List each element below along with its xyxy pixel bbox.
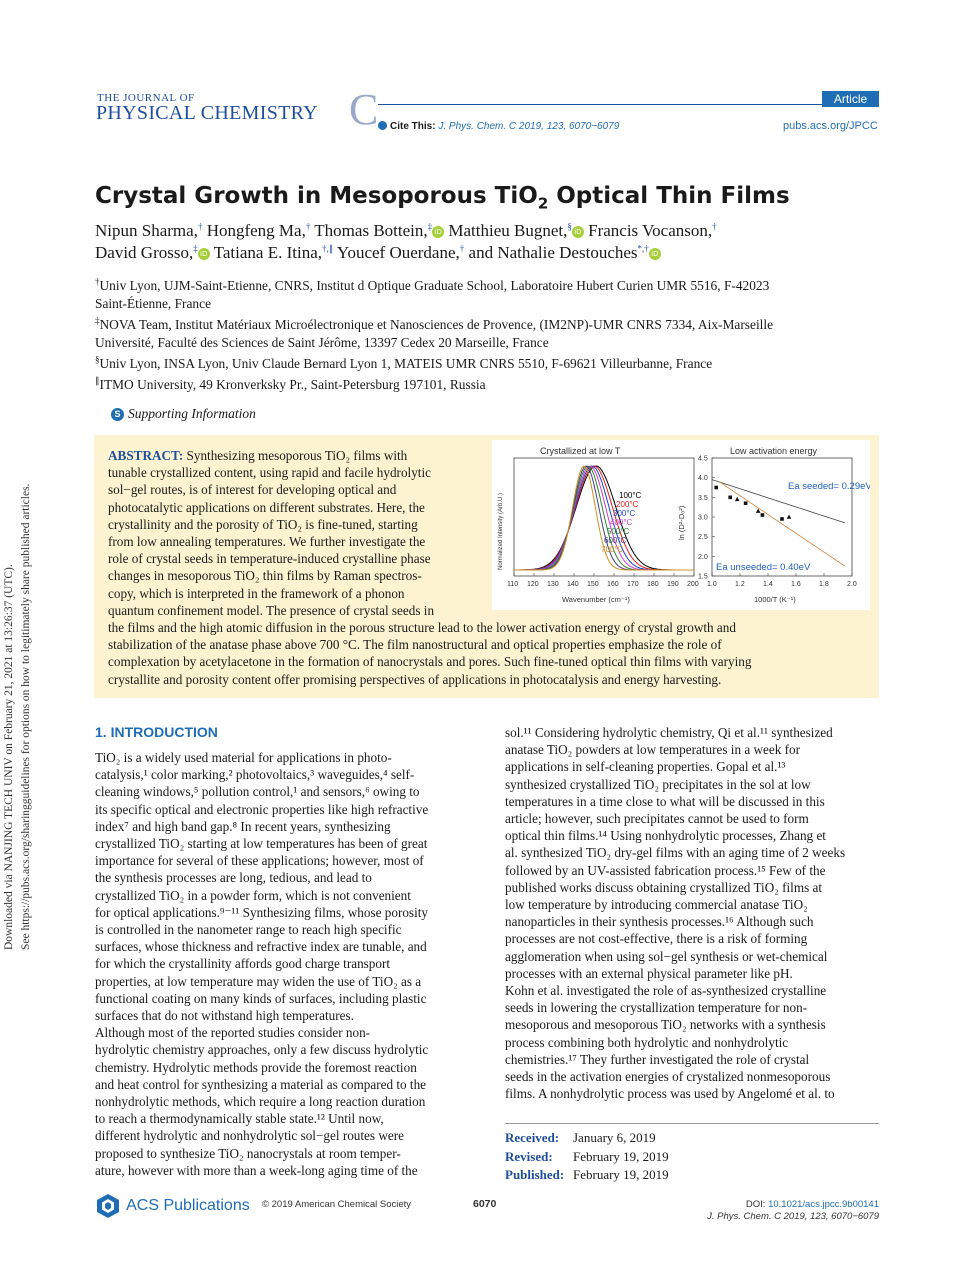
intro-line: temperatures in a time close to what will be discussed in this: [505, 793, 825, 809]
raman-legend-item: 400°C: [610, 518, 633, 527]
abstract-line: copy, which is interpreted in the framework of a phonon: [108, 585, 405, 601]
intro-line: hydrolytic chemistry approaches, only a few discuss hydrolytic: [95, 1042, 429, 1058]
journal-logo-line1: THE JOURNAL OF: [97, 92, 195, 104]
author-2-mark: †: [305, 221, 311, 232]
intro-line: agglomeration when using sol−gel synthesis or wet-chemical: [505, 948, 828, 964]
received-date: January 6, 2019: [573, 1130, 656, 1145]
intro-line: applications in self-cleaning properties. Gopal et al.¹³: [505, 759, 786, 775]
intro-line: cleaning windows,⁵ pollution control,¹ and sensors,⁶ owing to: [95, 784, 420, 800]
raman-xtick-label: 200: [687, 581, 699, 588]
author-4-mark: §: [567, 221, 572, 232]
raman-xtick-label: 120: [527, 581, 539, 588]
header-rule: [378, 104, 878, 105]
intro-line: catalysis,¹ color marking,² photovoltaics,³ waveguides,⁴ self-: [95, 767, 415, 783]
arrhenius-xtick-label: 2.0: [847, 581, 857, 588]
abstract-line: photocatalytic applications on different substrates. Here, the: [108, 499, 425, 515]
affiliation-2-text-a: NOVA Team, Institut Matériaux Microélectronique et Nanosciences de Provence, (IM2NP)-UMR CNRS 7334, Aix-Marseille: [99, 317, 774, 332]
raman-legend-item: 100°C: [619, 491, 642, 500]
intro-line: importance for several of these applications; however, most of: [95, 853, 424, 869]
abstract-line: complexation by acetylacetone in the formation of nanocrystals and pores. Such fine-tuned optical thin films with varying: [108, 654, 752, 670]
title-end: Optical Thin Films: [548, 183, 790, 209]
raman-xlabel: Wavenumber (cm⁻¹): [562, 595, 630, 604]
cite-icon: [378, 121, 387, 130]
intro-line: processes are not cost-effective, there is a risk of forming: [505, 931, 808, 947]
doi[interactable]: [714, 1199, 879, 1210]
orcid-icon[interactable]: iD: [572, 226, 584, 238]
affiliation-3: [95, 355, 875, 373]
author-6[interactable]: David Grosso,: [95, 243, 194, 262]
arrhenius-xlabel: 1000/T (K⁻¹): [754, 595, 796, 604]
author-list: [95, 220, 885, 264]
abstract-narrow: [108, 447, 478, 619]
abstract-line: tunable crystallized content, using rapid and facile hydrolytic: [108, 465, 431, 481]
acs-publisher: ACS Publications: [126, 1197, 250, 1214]
article-title: [95, 183, 790, 213]
raman-ylabel: Normalized Intensity (Arb.U.): [498, 492, 504, 570]
author-line-1: [95, 220, 885, 242]
download-notice-line2: See https://pubs.acs.org/sharingguidelines for options on how to legitimately share published articles.: [20, 483, 32, 950]
journal-url[interactable]: pubs.acs.org/JPCC: [783, 120, 878, 132]
author-2[interactable]: Hongfeng Ma,: [206, 221, 306, 240]
footer-citation: J. Phys. Chem. C 2019, 123, 6070−6079: [707, 1211, 879, 1222]
article-badge: Article: [822, 91, 879, 107]
doi-value: 10.1021/acs.jpcc.9b00141: [768, 1199, 879, 1210]
title-sub: 2: [537, 194, 549, 213]
raman-xtick-label: 140: [567, 581, 579, 588]
intro-line: is controlled in the nanometer range to reach high specific: [95, 922, 402, 938]
abstract-line: changes in mesoporous TiO₂ thin films by Raman spectros-: [108, 568, 422, 584]
raman-xtick-label: 150: [587, 581, 599, 588]
raman-xtick-label: 180: [647, 581, 659, 588]
author-7-mark: †,∥: [322, 243, 334, 254]
download-notice: [3, 484, 37, 950]
abstract-line: crystallite and porosity content offer promising perspectives of applications in photocatalysis and energy harvesting.: [108, 671, 722, 687]
intro-column-left: [95, 749, 468, 1179]
affiliations: [95, 277, 875, 394]
history-received: [505, 1128, 669, 1147]
intro-line: ature, however with more than a week-long aging time of the: [95, 1162, 418, 1178]
abstract-wide: [108, 619, 865, 688]
affiliation-1b: Saint-Étienne, France: [95, 296, 212, 311]
intro-line: mesoporous and mesoporous TiO₂ networks with a synthesis: [505, 1017, 826, 1033]
arrhenius-point-seeded: [761, 513, 765, 517]
acs-hex-icon: [95, 1193, 121, 1219]
intro-line: and heat control for synthesizing a material as compared to the: [95, 1076, 427, 1092]
intro-line: films. A nonhydrolytic process was used by Angelomé et al. to: [505, 1086, 835, 1102]
cite-label: Cite This:: [390, 121, 436, 132]
intro-column-right: [505, 724, 879, 1102]
published-label: Published:: [505, 1167, 565, 1182]
seeded-label: Ea seeded= 0.29eV: [788, 481, 870, 492]
arrhenius-xtick-label: 1.0: [707, 581, 717, 588]
intro-line: surfaces, whose thickness and refractive index are tunable, and: [95, 939, 427, 955]
affiliation-1: [95, 277, 875, 295]
intro-line: synthesized crystallized TiO₂ precipitates in the sol at low: [505, 776, 811, 792]
arrhenius-ylabel: ln (D²-D₀²): [677, 505, 686, 540]
arrhenius-ytick-label: 2.5: [698, 534, 708, 542]
raman-xtick-label: 110: [507, 581, 519, 588]
raman-xtick-label: 160: [607, 581, 619, 588]
abstract-label: ABSTRACT:: [108, 448, 184, 463]
supporting-information-link[interactable]: [111, 406, 256, 422]
intro-line: Kohn et al. investigated the role of as-synthesized crystalline: [505, 983, 827, 999]
arrhenius-ytick-label: 4.5: [698, 455, 708, 463]
author-6-mark: ‡: [193, 243, 198, 254]
orcid-icon[interactable]: iD: [432, 226, 444, 238]
cite-text: J. Phys. Chem. C 2019, 123, 6070−6079: [438, 121, 620, 132]
intro-line: proposed to synthesize TiO₂ nanocrystals at room temper-: [95, 1145, 401, 1161]
cite-this[interactable]: [378, 121, 619, 132]
intro-line: for optical applications.⁹⁻¹¹ Synthesizing films, whose porosity: [95, 904, 428, 920]
affiliation-1-mark: †: [95, 276, 100, 287]
orcid-icon[interactable]: iD: [198, 248, 210, 260]
arrhenius-ytick-label: 3.5: [698, 494, 708, 502]
intro-line: the synthesis processes are long, tedious, and lead to: [95, 870, 372, 886]
intro-line: article; however, such precipitates cannot be used to form: [505, 811, 809, 827]
intro-line: optical thin films.¹⁴ Using nonhydrolytic processes, Zhang et: [505, 828, 826, 844]
raman-xtick-label: 170: [627, 581, 639, 588]
author-3-mark: ‡: [427, 221, 433, 232]
intro-line: followed by an UV-assisted fabrication process.¹⁵ Few of the: [505, 862, 826, 878]
history: [505, 1128, 669, 1184]
arrhenius-title: Low activation energy: [730, 446, 818, 456]
author-7[interactable]: Tatiana E. Itina,: [213, 243, 322, 262]
arrhenius-xtick-label: 1.6: [791, 581, 801, 588]
arrhenius-point-seeded: [728, 496, 732, 500]
arrhenius-ytick-label: 3.0: [698, 514, 708, 522]
author-9-mark: *,†: [637, 243, 649, 254]
author-9[interactable]: and Nathalie Destouches: [468, 243, 638, 262]
journal-logo-letter: C: [349, 85, 379, 134]
affiliation-2: [95, 316, 875, 334]
abstract-line: quantum confinement model. The presence of crystal seeds in: [108, 602, 435, 618]
raman-xtick-label: 190: [667, 581, 679, 588]
arrhenius-plot-frame: [712, 458, 852, 576]
revised-label: Revised:: [505, 1148, 553, 1164]
acs-logo[interactable]: [95, 1193, 250, 1219]
affiliation-2-mark: ‡: [95, 315, 100, 326]
arrhenius-ytick-label: 1.5: [698, 573, 708, 581]
copyright: © 2019 American Chemical Society: [262, 1199, 412, 1210]
doi-label: DOI:: [745, 1199, 766, 1210]
intro-line: to reach a thermodynamically stable state.¹² Until now,: [95, 1111, 384, 1127]
orcid-icon[interactable]: iD: [649, 248, 661, 260]
download-notice-line1: Downloaded via NANJING TECH UNIV on February 21, 2021 at 13:26:37 (UTC).: [3, 564, 15, 950]
intro-line: al. synthesized TiO₂ dry-gel films with an aging time of 2 weeks: [505, 845, 846, 861]
affiliation-2b: Université, Faculté des Sciences de Saint Jérôme, 13397 Cedex 20 Marseille, France: [95, 335, 549, 350]
history-revised: [505, 1147, 669, 1166]
intro-line: process combining both hydrolytic and nonhydrolytic: [505, 1034, 789, 1050]
arrhenius-xtick-label: 1.2: [735, 581, 745, 588]
intro-line: seeds in lowering the crystallization temperature for non-: [505, 1000, 808, 1016]
intro-line: TiO₂ is a widely used material for applications in photo-: [95, 750, 392, 765]
author-5-mark: †: [712, 221, 717, 232]
intro-line: Although most of the reported studies consider non-: [95, 1025, 371, 1041]
toc-graphic-svg: [492, 440, 870, 610]
intro-line: functional coating on many kinds of surfaces, including plastic: [95, 990, 427, 1006]
raman-legend-item: 700°C: [601, 545, 624, 554]
affiliation-3-text: Univ Lyon, INSA Lyon, Univ Claude Bernard Lyon 1, MATEIS UMR CNRS 5510, F-69621 Villeurbanne, France: [99, 356, 713, 371]
abstract-line-text: Synthesizing mesoporous TiO₂ films with: [186, 448, 408, 463]
intro-line: low temperature by introducing commercial anatase TiO₂: [505, 897, 808, 913]
author-line-2: [95, 242, 885, 264]
intro-line: crystallized TiO₂ starting at low temperatures has been of great: [95, 836, 428, 852]
abstract-line: stabilization of the anatase phase above 700 °C. The film nanostructural and optical properties emphasize the role of: [108, 637, 722, 653]
raman-legend-item: 300°C: [613, 509, 636, 518]
supporting-info-icon: S: [111, 408, 124, 421]
raman-legend-item: 600°C: [604, 536, 627, 545]
author-1-mark: †: [197, 221, 203, 232]
page-number: 6070: [473, 1198, 497, 1210]
unseeded-label: Ea unseeded= 0.40eV: [716, 562, 811, 573]
author-3[interactable]: Thomas Bottein,: [314, 221, 428, 240]
supporting-info-label: Supporting Information: [128, 406, 256, 421]
received-label: Received:: [505, 1130, 560, 1145]
affiliation-3-mark: §: [95, 354, 100, 365]
intro-line: index⁷ and high band gap.⁸ In recent years, synthesizing: [95, 818, 391, 834]
arrhenius-point-seeded: [714, 486, 718, 490]
intro-line: chemistry. Hydrolytic methods provide the foremost reaction: [95, 1059, 417, 1075]
author-4[interactable]: Matthieu Bugnet,: [448, 221, 568, 240]
abstract-line: [108, 447, 478, 464]
arrhenius-ytick-label: 2.0: [698, 553, 708, 561]
abstract-line: role of crystal seeds in temperature-induced crystalline phase: [108, 551, 431, 567]
intro-line: chemistries.¹⁷ They further investigated the role of crystal: [505, 1051, 810, 1067]
arrhenius-point-seeded: [744, 501, 748, 505]
intro-line: nanoparticles in their synthesis processes.¹⁶ Although such: [505, 914, 814, 930]
published-date: February 19, 2019: [573, 1167, 669, 1182]
intro-line: processes with an external physical parameter like pH.: [505, 965, 793, 981]
intro-line: published works discuss obtaining crystallized TiO₂ films at: [505, 879, 823, 895]
raman-legend-item: 500°C: [607, 527, 630, 536]
raman-xtick-label: 130: [547, 581, 559, 588]
history-rule: [505, 1123, 879, 1124]
author-1[interactable]: Nipun Sharma,: [95, 221, 198, 240]
intro-line: nonhydrolytic methods, which require a long reaction duration: [95, 1094, 426, 1110]
intro-line: surfaces that do not withstand high temperatures.: [95, 1008, 354, 1024]
journal-logo[interactable]: [96, 85, 386, 140]
author-8[interactable]: Youcef Ouerdane,: [336, 243, 460, 262]
affiliation-4-text: ITMO University, 49 Kronverksky Pr., Saint-Petersburg 197101, Russia: [99, 377, 486, 392]
author-5[interactable]: Francis Vocanson,: [588, 221, 713, 240]
author-8-mark: †: [459, 243, 465, 254]
abstract-line: crystallinity and the porosity of TiO₂ is fine-tuned, starting: [108, 516, 418, 532]
intro-heading: 1. INTRODUCTION: [95, 724, 218, 740]
history-published: [505, 1165, 669, 1184]
journal-logo-line2: PHYSICAL CHEMISTRY: [96, 102, 318, 124]
raman-legend-item: 200°C: [616, 500, 639, 509]
intro-line: seeds in the activation energies of crystalized nonmesoporous: [505, 1069, 831, 1085]
intro-line: anatase TiO₂ powders at low temperatures in a week for: [505, 742, 801, 758]
affiliation-4-mark: ∥: [95, 375, 100, 386]
intro-line: different hydrolytic and nonhydrolytic sol−gel routes were: [95, 1128, 404, 1144]
raman-title: Crystallized at low T: [540, 446, 621, 456]
arrhenius-xtick-label: 1.4: [763, 581, 773, 588]
arrhenius-xtick-label: 1.8: [819, 581, 829, 588]
intro-line: its specific optical and electronic properties like high refractive: [95, 801, 429, 817]
intro-line: sol.¹¹ Considering hydrolytic chemistry, Qi et al.¹¹ synthesized: [505, 725, 833, 740]
intro-line: crystallized TiO₂ in a powder form, which is not convenient: [95, 887, 411, 903]
revised-date: February 19, 2019: [573, 1148, 669, 1164]
intro-line: properties, at low temperature may widen the use of TiO₂ as a: [95, 973, 422, 989]
affiliation-1-text-a: Univ Lyon, UJM-Saint-Etienne, CNRS, Institut d Optique Graduate School, Laboratoire Hubert Curien UMR 5516, F-42023: [99, 278, 770, 293]
abstract-line: sol−gel routes, is of interest for developing optical and: [108, 482, 397, 498]
abstract-line: the films and the high atomic diffusion in the porous structure lead to the lower activation energy of crystal growth and: [108, 620, 736, 635]
abstract-line: from low annealing temperatures. We further investigate the: [108, 534, 426, 550]
affiliation-4: [95, 376, 875, 394]
intro-line: for which the crystallinity affords good charge transport: [95, 956, 391, 972]
toc-graphic: [492, 440, 870, 610]
arrhenius-point-seeded: [780, 517, 784, 521]
title-main: Crystal Growth in Mesoporous TiO: [95, 183, 538, 209]
arrhenius-ytick-label: 4.0: [698, 475, 708, 483]
